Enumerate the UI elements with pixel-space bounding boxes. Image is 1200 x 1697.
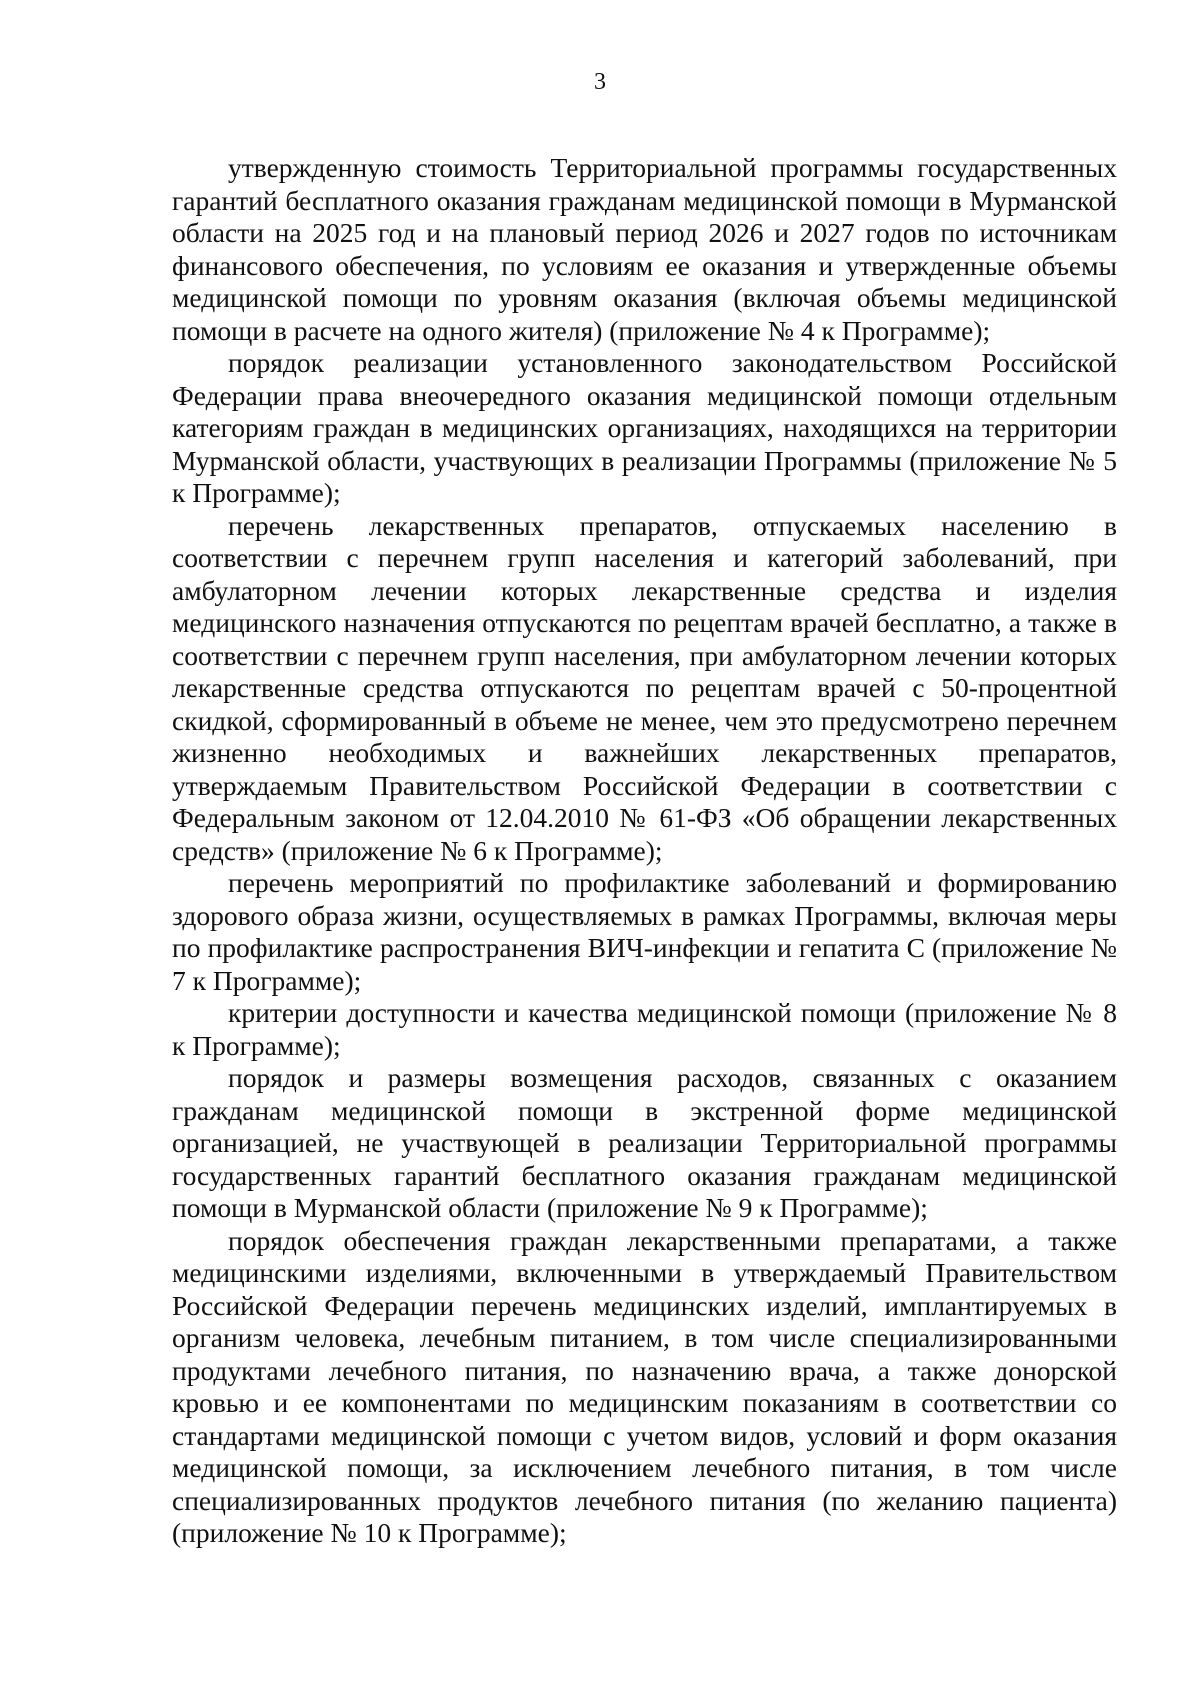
document-body bbox=[172, 152, 1117, 1550]
paragraph-appendix-5: порядок реализации установленного законодательством Российской Федерации права внеочередного оказания медицинской помощи отдельным категориям граждан в медицинских организациях, находящихся на территории Мурманской области, участвующих в реализации Программы (приложение № 5 к Программе); bbox=[172, 347, 1117, 508]
page-number: 3 bbox=[594, 69, 606, 95]
paragraph-appendix-10: порядок обеспечения граждан лекарственными препаратами, а также медицинскими изделиями, включенными в утверждаемый Правительством Российской Федерации перечень медицинских изделий, имплантируемых в организм человека, лечебным питанием, в том числе специализированными продуктами лечебного питания, по назначению врача, а также донорской кровью и ее компонентами по медицинским показаниям в соответствии со стандартами медицинской помощи с учетом видов, условий и форм оказания медицинской помощи, за исключением лечебного питания, в том числе специализированных продуктов лечебного питания (по желанию пациента) (приложение № 10 к Программе); bbox=[172, 1224, 1117, 1548]
paragraph-appendix-8: критерии доступности и качества медицинской помощи (приложение № 8 к Программе); bbox=[172, 997, 1117, 1061]
paragraph-appendix-9: порядок и размеры возмещения расходов, связанных с оказанием гражданам медицинской помощи в экстренной форме медицинской организацией, не участвующей в реализации Территориальной программы государственных гарантий бесплатного оказания гражданам медицинской помощи в Мурманской области (приложение № 9 к Программе); bbox=[172, 1062, 1117, 1223]
paragraph-appendix-4: утвержденную стоимость Территориальной программы государственных гарантий бесплатного оказания гражданам медицинской помощи в Мурманской области на 2025 год и на плановый период 2026 и 2027 годов по источникам финансового обеспечения, по условиям ее оказания и утвержденные объемы медицинской помощи по уровням оказания (включая объемы медицинской помощи в расчете на одного жителя) (приложение № 4 к Программе); bbox=[172, 152, 1117, 346]
paragraph-appendix-6: перечень лекарственных препаратов, отпускаемых населению в соответствии с перечнем групп населения и категорий заболеваний, при амбулаторном лечении которых лекарственные средства и изделия медицинского назначения отпускаются по рецептам врачей бесплатно, а также в соответствии с перечнем групп населения, при амбулаторном лечении которых лекарственные средства отпускаются по рецептам врачей с 50-процентной скидкой, сформированный в объеме не менее, чем это предусмотрено перечнем жизненно необходимых и важнейших лекарственных препаратов, утверждаемым Правительством Российской Федерации в соответствии с Федеральным законом от 12.04.2010 № 61-ФЗ «Об обращении лекарственных средств» (приложение № 6 к Программе); bbox=[172, 509, 1117, 866]
paragraph-appendix-7: перечень мероприятий по профилактике заболеваний и формированию здорового образа жизни, осуществляемых в рамках Программы, включая меры по профилактике распространения ВИЧ-инфекции и гепатита С (приложение № 7 к Программе); bbox=[172, 867, 1117, 996]
